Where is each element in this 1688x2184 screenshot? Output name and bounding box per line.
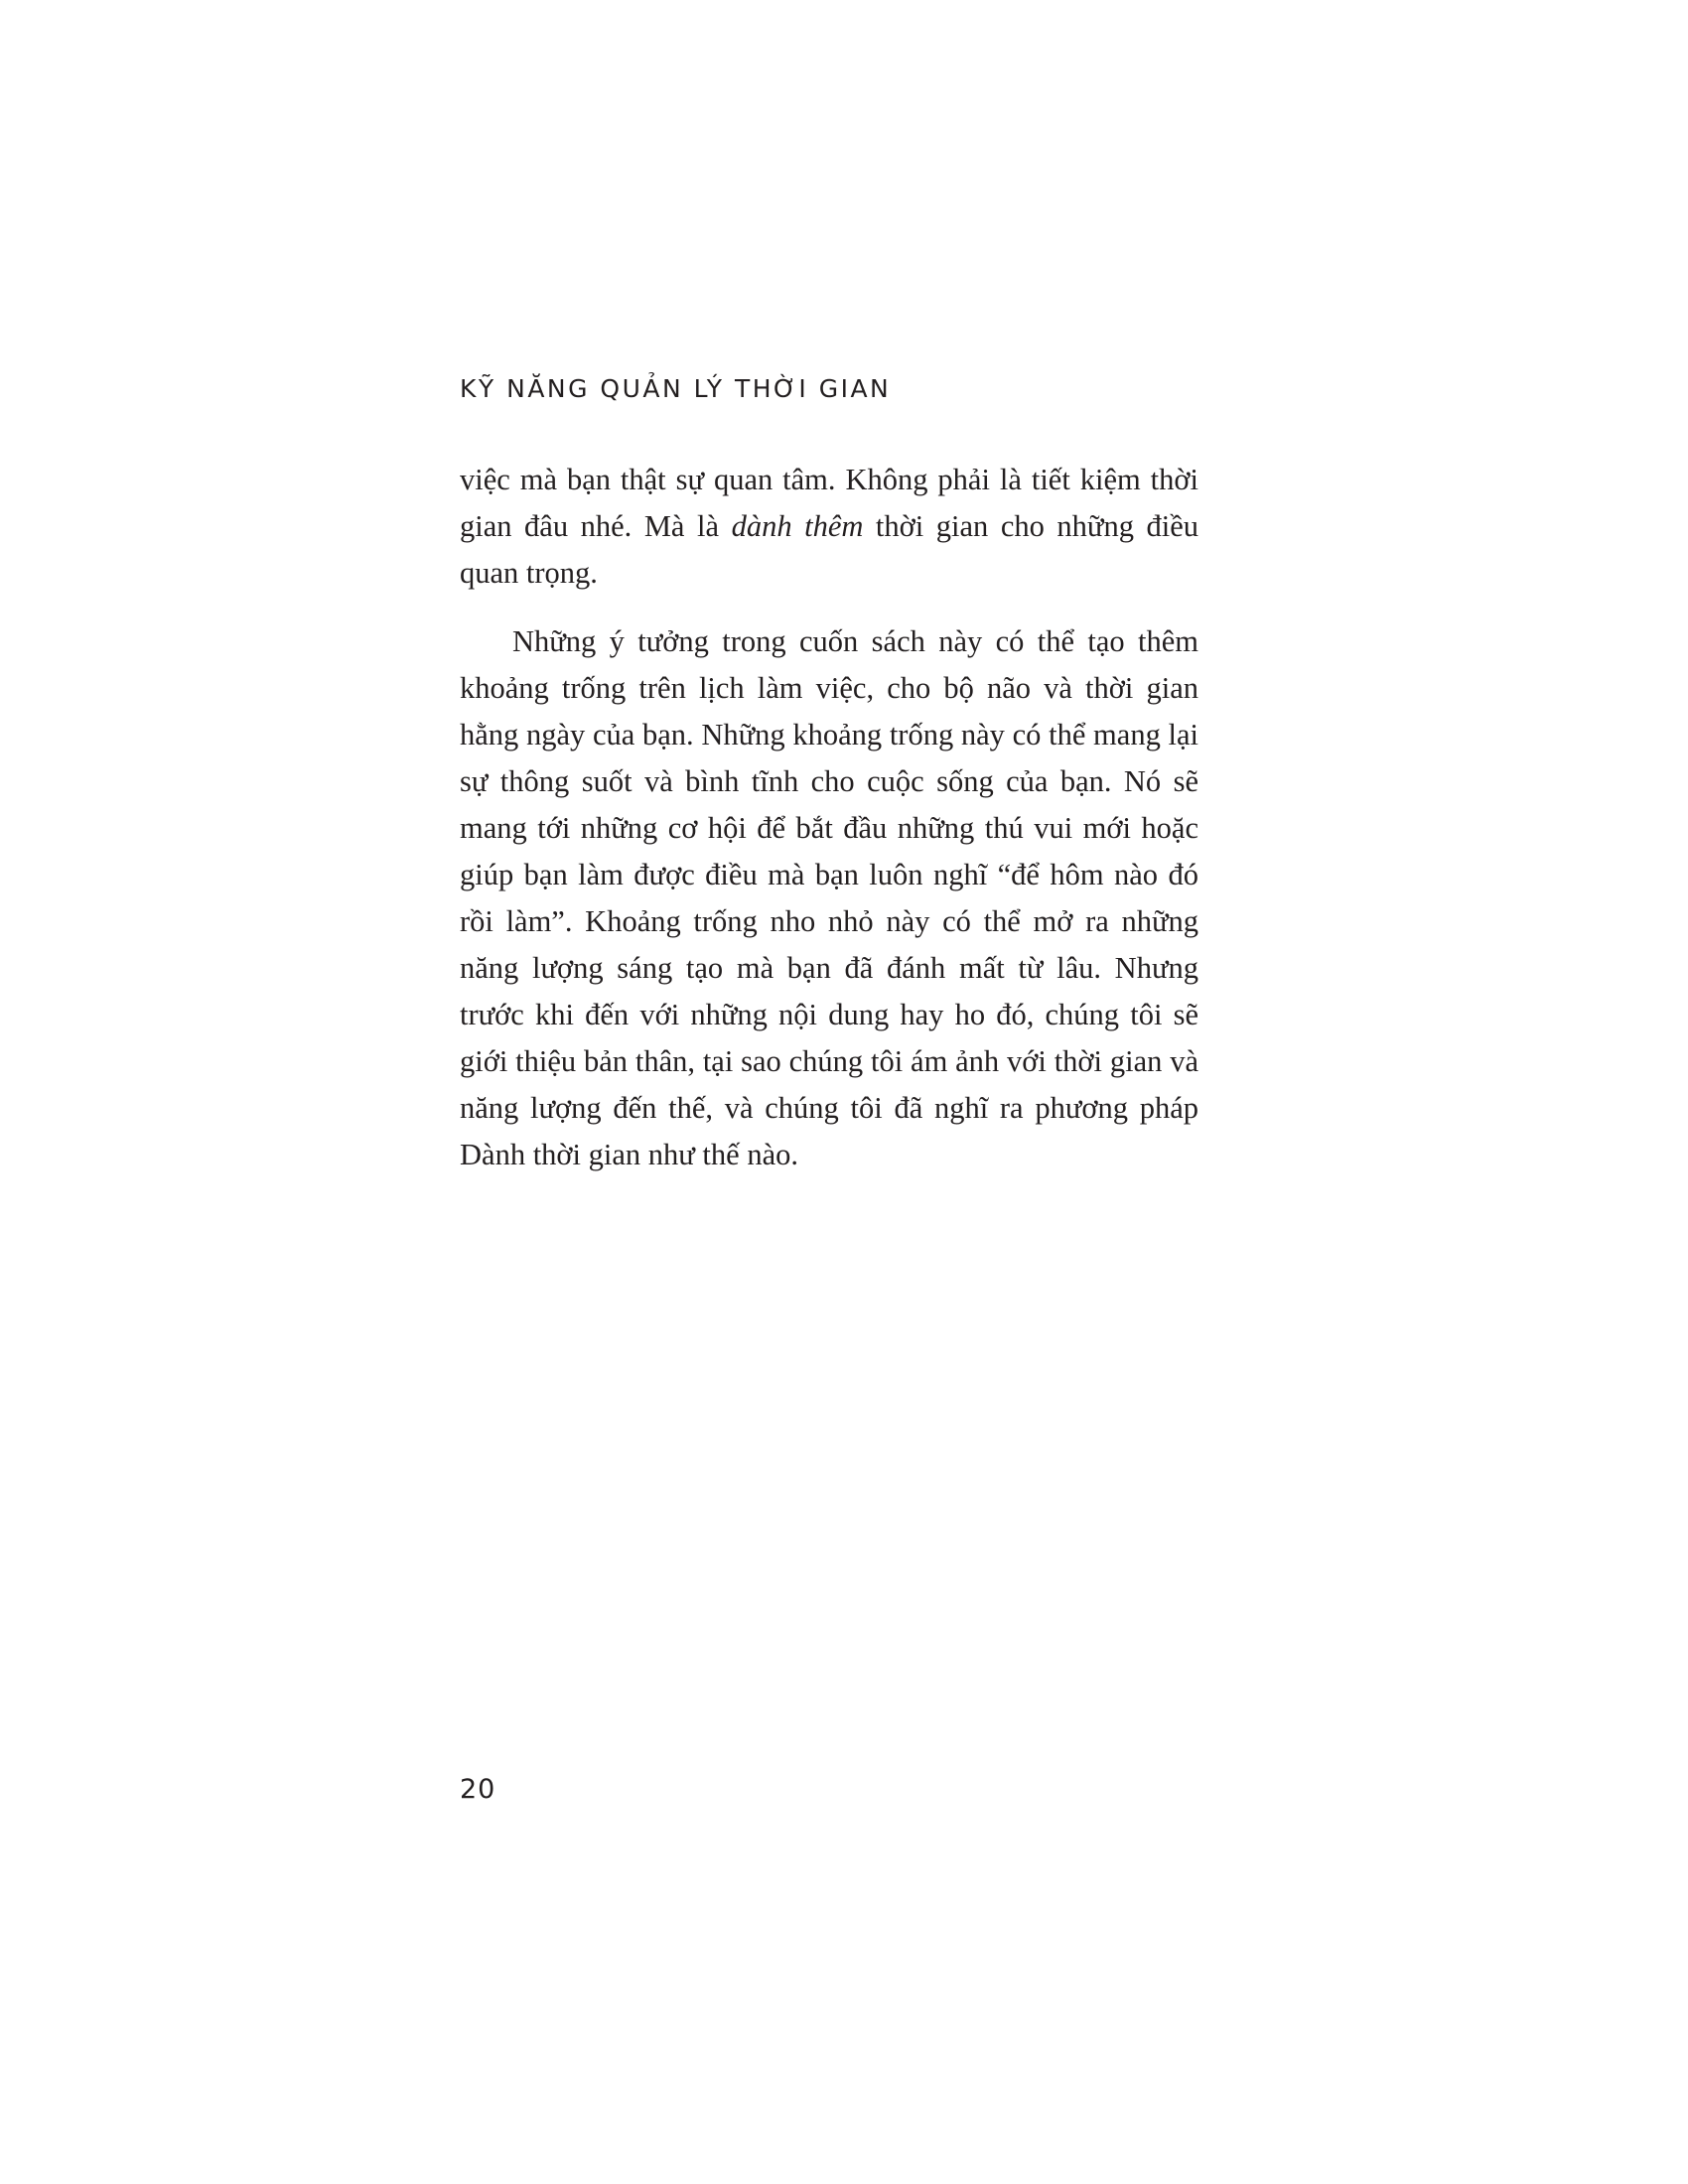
- paragraph-text: thời gian cho những điều quan trọng.: [460, 509, 1198, 590]
- paragraph: [460, 457, 1198, 597]
- paragraph-text: việc mà bạn thật sự quan tâm. Không phải là tiết kiệm thời gian đâu nhé. Mà là: [460, 463, 1198, 543]
- running-header: KỸ NĂNG QUẢN LÝ THỜI GIAN: [460, 374, 892, 403]
- page-number: 20: [460, 1774, 496, 1805]
- paragraph: Những ý tưởng trong cuốn sách này có thể tạo thêm khoảng trống trên lịch làm việc, cho bộ não và thời gian hằng ngày của bạn. Những khoảng trống này có thể mang lại sự thông suốt và bình tĩnh cho cuộc sống của bạn. Nó sẽ mang tới những cơ hội để bắt đầu những thú vui mới hoặc giúp bạn làm được điều mà bạn luôn nghĩ “để hôm nào đó rồi làm”. Khoảng trống nho nhỏ này có thể mở ra những năng lượng sáng tạo mà bạn đã đánh mất từ lâu. Nhưng trước khi đến với những nội dung hay ho đó, chúng tôi sẽ giới thiệu bản thân, tại sao chúng tôi ám ảnh với thời gian và năng lượng đến thế, và chúng tôi đã nghĩ ra phương pháp Dành thời gian như thế nào.: [460, 624, 1198, 1171]
- emphasized-text: dành thêm: [731, 509, 864, 543]
- body-text: [460, 457, 1198, 1178]
